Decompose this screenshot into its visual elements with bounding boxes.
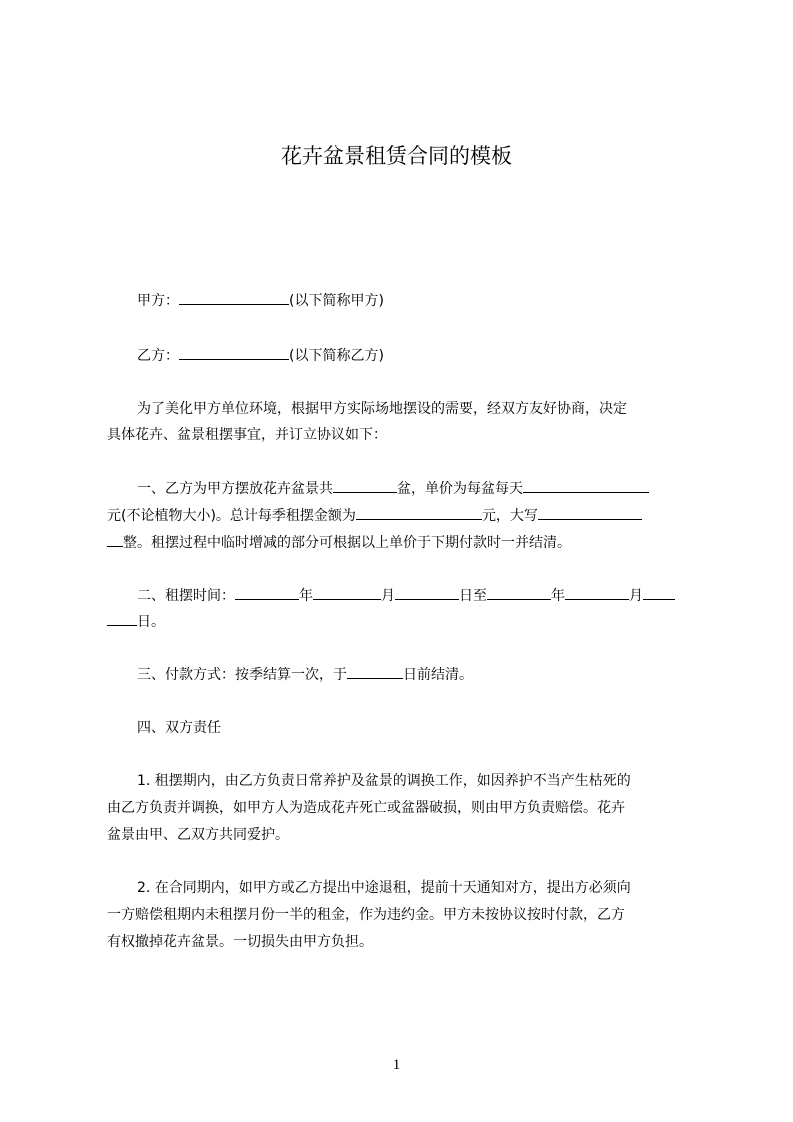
start-day-blank[interactable]	[395, 585, 459, 600]
day-to-label: 日至	[459, 588, 487, 604]
payment-day-blank[interactable]	[347, 664, 403, 679]
end-month-blank[interactable]	[565, 585, 629, 600]
party-b-label: 乙方：	[137, 348, 179, 364]
start-month-blank[interactable]	[313, 585, 381, 600]
month-label: 月	[629, 588, 643, 604]
clause-1-text-a: 一、乙方为甲方摆放花卉盆景共	[137, 481, 333, 497]
year-label: 年	[551, 588, 565, 604]
start-year-blank[interactable]	[235, 585, 299, 600]
amount-in-words-blank-cont[interactable]	[107, 532, 123, 547]
clause-2-line-1	[107, 585, 730, 606]
party-a-note: (以下简称甲方)	[289, 293, 384, 309]
item-1-line-3: 盆景由甲、乙双方共同爱护。	[107, 827, 289, 843]
document-title: 花卉盆景租赁合同的模板	[281, 144, 512, 168]
party-a-line	[107, 290, 730, 311]
party-a-label: 甲方：	[137, 293, 179, 309]
quarter-total-blank[interactable]	[356, 505, 482, 520]
item-2-line-2: 一方赔偿租期内未租摆月份一半的租金，作为违约金。甲方未按协议按时付款，乙方	[107, 907, 625, 923]
pot-count-blank[interactable]	[333, 478, 397, 493]
party-b-note: (以下简称乙方)	[289, 348, 384, 364]
clause-1-line-1	[107, 478, 730, 499]
year-label: 年	[299, 588, 313, 604]
intro-line-2: 具体花卉、盆景租摆事宜，并订立协议如下：	[107, 427, 387, 443]
clause-1-text-d: 元，大写	[481, 508, 538, 524]
clause-1-line-2	[107, 505, 700, 526]
amount-in-words-blank[interactable]	[538, 505, 642, 520]
clause-3-text-a: 三、付款方式：按季结算一次，于	[137, 667, 347, 683]
party-a-blank[interactable]	[179, 290, 289, 305]
end-day-blank[interactable]	[643, 585, 675, 600]
clause-3-text-b: 日前结清。	[403, 667, 473, 683]
month-label: 月	[381, 588, 395, 604]
clause-3-line	[107, 664, 730, 685]
clause-1-text-e: 整。租摆过程中临时增减的部分可根据以上单价于下期付款时一并结清。	[123, 535, 571, 551]
clause-1-line-3	[107, 532, 700, 553]
clause-2-line-2	[107, 611, 700, 632]
item-2-line-1: 2. 在合同期内，如甲方或乙方提出中途退租，提前十天通知对方，提出方必须向	[137, 880, 631, 896]
item-1-line-2: 由乙方负责并调换，如甲方人为造成花卉死亡或盆器破损，则由甲方负责赔偿。花卉	[107, 800, 625, 816]
clause-4-heading: 四、双方责任	[137, 720, 221, 736]
party-b-blank[interactable]	[179, 345, 289, 360]
clause-1-text-b: 盆，单价为每盆每天	[397, 481, 523, 497]
intro-line-1: 为了美化甲方单位环境，根据甲方实际场地摆设的需要，经双方友好协商，决定	[137, 401, 627, 417]
end-year-blank[interactable]	[487, 585, 551, 600]
clause-2-text: 二、租摆时间：	[137, 588, 235, 604]
day-end-label: 日。	[137, 614, 165, 630]
end-day-blank-cont[interactable]	[107, 611, 137, 626]
unit-price-blank[interactable]	[523, 478, 649, 493]
item-2-line-3: 有权撤掉花卉盆景。一切损失由甲方负担。	[107, 934, 373, 950]
party-b-line	[107, 345, 730, 366]
item-1-line-1: 1. 租摆期内，由乙方负责日常养护及盆景的调换工作，如因养护不当产生枯死的	[137, 773, 631, 789]
page-number: 1	[392, 1057, 401, 1073]
clause-1-text-c: 元(不论植物大小)。总计每季租摆金额为	[107, 508, 356, 524]
